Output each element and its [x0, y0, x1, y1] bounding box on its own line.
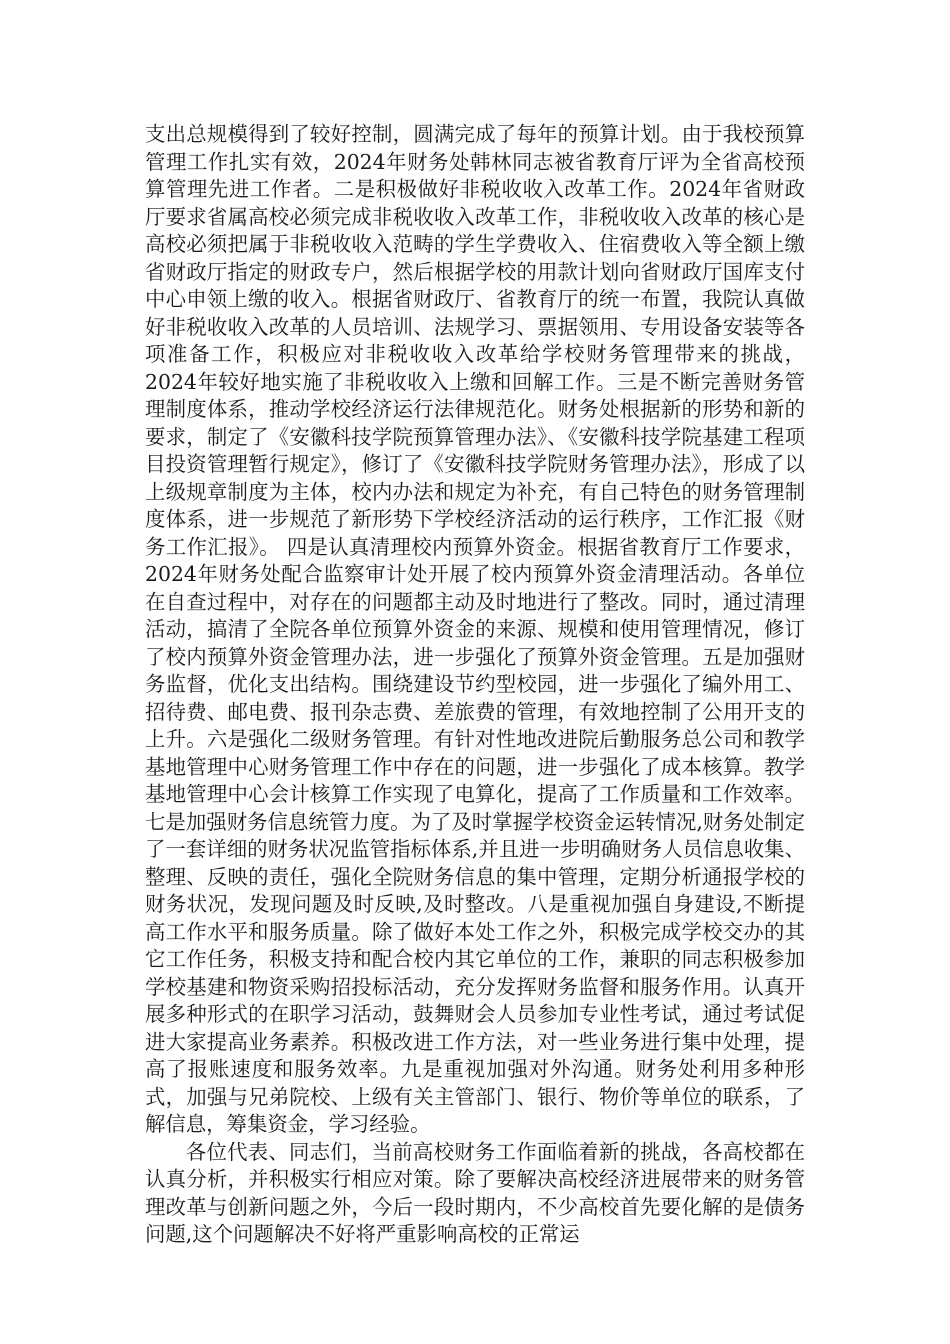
body-paragraph-1: 支出总规模得到了较好控制，圆满完成了每年的预算计划。由于我校预算管理工作扎实有效，2024年财务处韩林同志被省教育厅评为全省高校预算管理先进工作者。二是积极做好非税收收入改革工作。2024年省财政厅要求省属高校必须完成非税收收入改革工作，非税收收入改革的核心是高校必须把属于非税收收入范畴的学生学费收入、住宿费收入等全额上缴省财政厅指定的财政专户，然后根据学校的用款计划向省财政厅国库支付中心申领上缴的收入。根据省财政厅、省教育厅的统一布置，我院认真做好非税收收入改革的人员培训、法规学习、票据领用、专用设备安装等各项准备工作，积极应对非税收收入改革给学校财务管理带来的挑战，2024年较好地实施了非税收收入上缴和回解工作。三是不断完善财务管理制度体系，推动学校经济运行法律规范化。财务处根据新的形势和新的要求，制定了《安徽科技学院预算管理办法》、《安徽科技学院基建工程项目投资管理暂行规定》，修订了《安徽科技学院财务管理办法》，形成了以上级规章制度为主体，校内办法和规定为补充，有自己特色的财务管理制度体系，进一步规范了新形势下学校经济活动的运行秩序，工作汇报《财务工作汇报》。 四是认真清理校内预算外资金。根据省教育厅工作要求，2024年财务处配合监察审计处开展了校内预算外资金清理活动。各单位在自查过程中，对存在的问题都主动及时地进行了整改。同时，通过清理活动，搞清了全院各单位预算外资金的来源、规模和使用管理情况，修订了校内预算外资金管理办法，进一步强化了预算外资金管理。五是加强财务监督，优化支出结构。围绕建设节约型校园，进一步强化了编外用工、招待费、邮电费、报刊杂志费、差旅费的管理，有效地控制了公用开支的上升。六是强化二级财务管理。有针对性地改进院后勤服务总公司和教学基地管理中心财务管理工作中存在的问题，进一步强化了成本核算。教学基地管理中心会计核算工作实现了电算化，提高了工作质量和工作效率。七是加强财务信息统管力度。为了及时掌握学校资金运转情况,财务处制定了一套详细的财务状况监管指标体系,并且进一步明确财务人员信息收集、整理、反映的责任，强化全院财务信息的集中管理，定期分析通报学校的财务状况，发现问题及时反映,及时整改。八是重视加强自身建设,不断提高工作水平和服务质量。除了做好本处工作之外，积极完成学校交办的其它工作任务，积极支持和配合校内其它单位的工作，兼职的同志积极参加学校基建和物资采购招投标活动，充分发挥财务监督和服务作用。认真开展多种形式的在职学习活动，鼓舞财会人员参加专业性考试，通过考试促进大家提高业务素养。积极改进工作方法，对一些业务进行集中处理，提高了报账速度和服务效率。九是重视加强对外沟通。财务处利用多种形式，加强与兄弟院校、上级有关主管部门、银行、物价等单位的联系，了解信息，筹集资金，学习经验。: [145, 122, 805, 1136]
body-paragraph-2: 各位代表、同志们，当前高校财务工作面临着新的挑战，各高校都在认真分析，并积极实行相应对策。除了要解决高校经济进展带来的财务管理改革与创新问题之外，今后一段时期内，不少高校首先要化解的是债务问题,这个问题解决不好将严重影响高校的正常运: [145, 1139, 805, 1246]
document-page: [145, 121, 805, 1249]
